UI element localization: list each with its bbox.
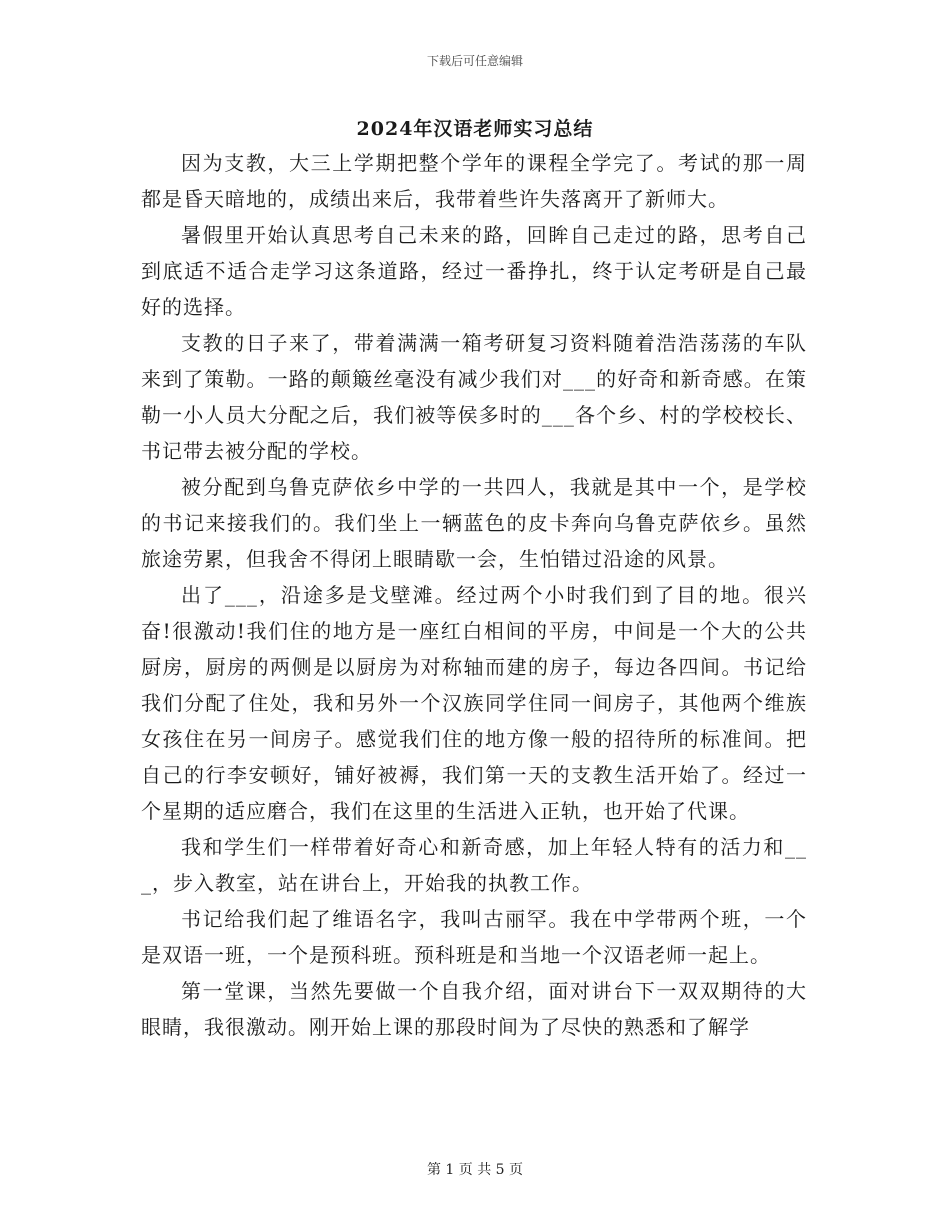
paragraph: 书记给我们起了维语名字，我叫古丽罕。我在中学带两个班，一个是双语一班，一个是预科班。预科班是和当地一个汉语老师一起上。 xyxy=(141,907,807,967)
paragraph: 暑假里开始认真思考自己未来的路，回眸自己走过的路，思考自己到底适不适合走学习这条道路，经过一番挣扎，终于认定考研是自己最好的选择。 xyxy=(141,223,807,319)
document-title: 2024年汉语老师实习总结 xyxy=(356,118,594,140)
document-body xyxy=(141,145,807,1045)
paragraph: 我和学生们一样带着好奇心和新奇感，加上年轻人特有的活力和___，步入教室，站在讲台上，开始我的执教工作。 xyxy=(141,835,807,895)
paragraph: 被分配到乌鲁克萨依乡中学的一共四人，我就是其中一个，是学校的书记来接我们的。我们坐上一辆蓝色的皮卡奔向乌鲁克萨依乡。虽然旅途劳累，但我舍不得闭上眼睛歇一会，生怕错过沿途的风景。 xyxy=(141,475,807,571)
paragraph: 出了___，沿途多是戈壁滩。经过两个小时我们到了目的地。很兴奋!很激动!我们住的地方是一座红白相间的平房，中间是一个大的公共厨房，厨房的两侧是以厨房为对称轴而建的房子，每边各四间。书记给我们分配了住处，我和另外一个汉族同学住同一间房子，其他两个维族女孩住在另一间房子。感觉我们住的地方像一般的招待所的标准间。把自己的行李安顿好，铺好被褥，我们第一天的支教生活开始了。经过一个星期的适应磨合，我们在这里的生活进入正轨，也开始了代课。 xyxy=(141,583,807,823)
paragraph: 支教的日子来了，带着满满一箱考研复习资料随着浩浩荡荡的车队来到了策勒。一路的颠簸丝毫没有减少我们对___的好奇和新奇感。在策勒一小人员大分配之后，我们被等侯多时的___各个乡、村的学校校长、书记带去被分配的学校。 xyxy=(141,331,807,463)
page-header-note: 下载后可任意编辑 xyxy=(426,54,523,68)
paragraph: 因为支教，大三上学期把整个学年的课程全学完了。考试的那一周都是昏天暗地的，成绩出来后，我带着些许失落离开了新师大。 xyxy=(141,151,807,211)
page-number-footer: 第 1 页 共 5 页 xyxy=(426,1162,524,1178)
paragraph: 第一堂课，当然先要做一个自我介绍，面对讲台下一双双期待的大眼睛，我很激动。刚开始上课的那段时间为了尽快的熟悉和了解学 xyxy=(141,979,807,1039)
